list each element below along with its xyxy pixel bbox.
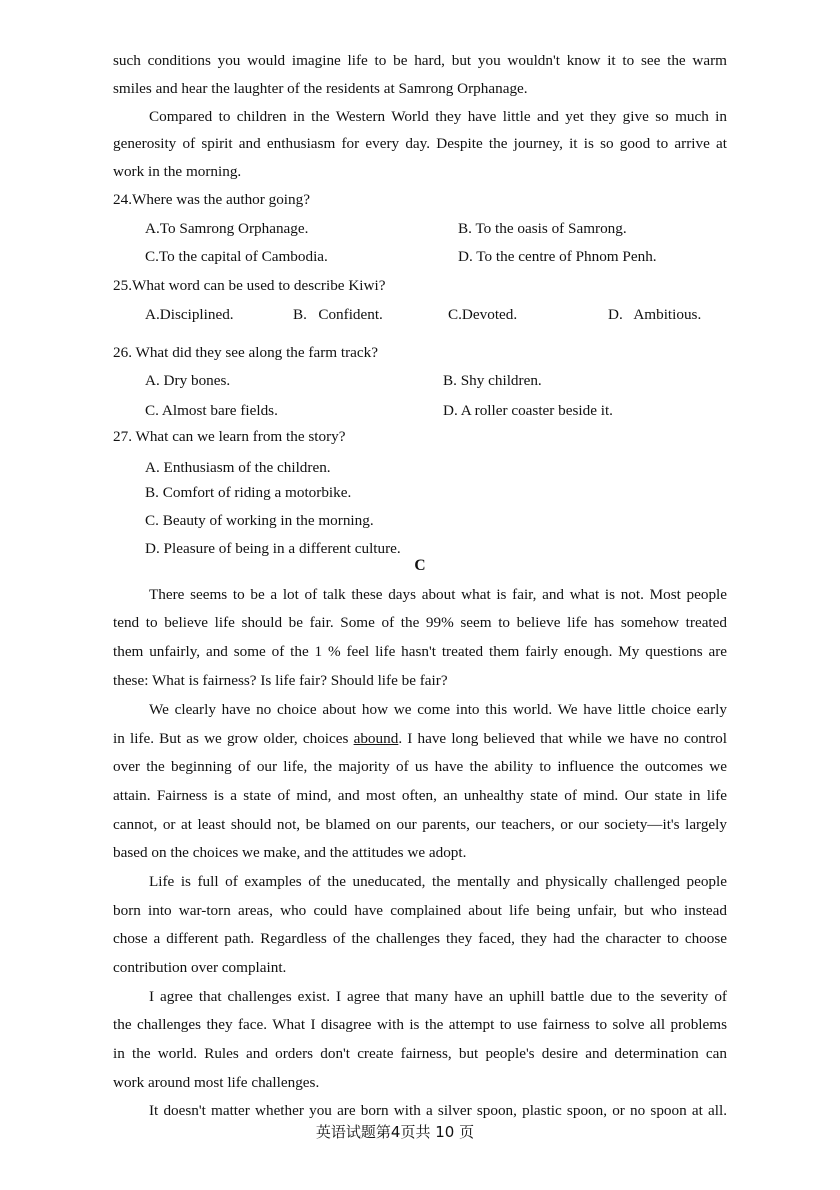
underlined-word: abound bbox=[353, 730, 399, 747]
question-stem: 27. What can we learn from the story? bbox=[113, 428, 346, 445]
passage-line: It doesn't matter whether you are born with a silver spoon, plastic spoon, or no spoon at all. bbox=[149, 1102, 727, 1119]
answer-option: C.To the capital of Cambodia. bbox=[145, 248, 328, 265]
question-stem: 25.What word can be used to describe Kiwi? bbox=[113, 277, 386, 294]
passage-line: I agree that challenges exist. I agree that many have an uphill battle due to the severity of bbox=[149, 988, 727, 1005]
passage-line: cannot, or at least should not, be blamed on our parents, our teachers, or our society—it's largely bbox=[113, 816, 727, 833]
passage-line: There seems to be a lot of talk these days about what is fair, and what is not. Most people bbox=[149, 586, 727, 603]
passage-line: the challenges they face. What I disagree with is the attempt to use fairness to solve all problems bbox=[113, 1016, 727, 1033]
answer-option: B. Comfort of riding a motorbike. bbox=[145, 484, 352, 501]
answer-option: A.To Samrong Orphanage. bbox=[145, 220, 309, 237]
answer-option: B. Confident. bbox=[293, 306, 383, 323]
answer-option: D. A roller coaster beside it. bbox=[443, 402, 613, 419]
passage-line: Life is full of examples of the uneducated, the mentally and physically challenged people bbox=[149, 873, 727, 890]
passage-line: tend to believe life should be fair. Some of the 99% seem to believe life has somehow treated bbox=[113, 614, 727, 631]
passage-line: generosity of spirit and enthusiasm for every day. Despite the journey, it is so good to arrive at bbox=[113, 135, 727, 152]
passage-line: work in the morning. bbox=[113, 163, 242, 180]
passage-line: these: What is fairness? Is life fair? Should life be fair? bbox=[113, 672, 448, 689]
passage-line: attain. Fairness is a state of mind, and most often, an unhealthy state of mind. Our state in life bbox=[113, 787, 727, 804]
passage-line bbox=[113, 729, 727, 749]
passage-text: . I have long believed that while we have no control bbox=[398, 730, 727, 747]
answer-option: A. Enthusiasm of the children. bbox=[145, 459, 331, 476]
passage-line: based on the choices we make, and the attitudes we adopt. bbox=[113, 844, 467, 861]
question-stem: 24.Where was the author going? bbox=[113, 191, 310, 208]
passage-line: such conditions you would imagine life to be hard, but you wouldn't know it to see the warm bbox=[113, 52, 727, 69]
passage-line: over the beginning of our life, the majority of us have the ability to influence the outcomes we bbox=[113, 758, 727, 775]
section-heading: C bbox=[414, 557, 426, 574]
answer-option: B. To the oasis of Samrong. bbox=[458, 220, 627, 237]
answer-option: C. Beauty of working in the morning. bbox=[145, 512, 374, 529]
answer-option: C. Almost bare fields. bbox=[145, 402, 278, 419]
answer-option: A. Dry bones. bbox=[145, 372, 231, 389]
page-footer: 英语试题第4页共 10 页 bbox=[315, 1123, 475, 1141]
answer-option: D. Pleasure of being in a different culture. bbox=[145, 540, 401, 557]
passage-line: them unfairly, and some of the 1 % feel life hasn't treated them fairly enough. My questions are bbox=[113, 643, 727, 660]
answer-option: D. Ambitious. bbox=[608, 306, 702, 323]
passage-line: We clearly have no choice about how we come into this world. We have little choice early bbox=[149, 701, 727, 718]
question-stem: 26. What did they see along the farm track? bbox=[113, 344, 378, 361]
passage-line: in the world. Rules and orders don't create fairness, but people's desire and determination can bbox=[113, 1045, 727, 1062]
passage-line: work around most life challenges. bbox=[113, 1074, 320, 1091]
passage-line: smiles and hear the laughter of the residents at Samrong Orphanage. bbox=[113, 80, 528, 97]
passage-line: Compared to children in the Western World they have little and yet they give so much in bbox=[149, 108, 727, 125]
passage-line: contribution over complaint. bbox=[113, 959, 287, 976]
answer-option: A.Disciplined. bbox=[145, 306, 234, 323]
answer-option: C.Devoted. bbox=[448, 306, 518, 323]
passage-line: born into war-torn areas, who could have complained about life being unfair, but who instead bbox=[113, 902, 727, 919]
answer-option: D. To the centre of Phnom Penh. bbox=[458, 248, 657, 265]
answer-option: B. Shy children. bbox=[443, 372, 542, 389]
passage-line: chose a different path. Regardless of the challenges they faced, they had the character to choose bbox=[113, 930, 727, 947]
passage-text: in life. But as we grow older, choices bbox=[113, 730, 354, 747]
